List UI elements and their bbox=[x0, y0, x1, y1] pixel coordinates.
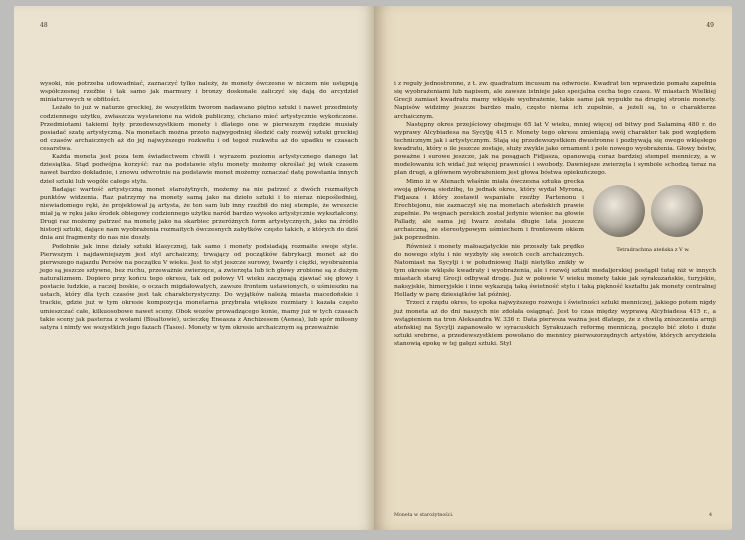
paragraph: wysoki, nie potrzeba udowadniać, zaznaczyć tylko należy, że monety ówczesne w niczem nie ustępują współczesnej rzeźbie i tak samo jak marmury i bronzy doskonale zaliczyć się dają do arcydzieł miniaturowych w obfitości. bbox=[40, 81, 358, 104]
signature-mark: 4 bbox=[708, 513, 712, 518]
paragraph: Również i monety małoazjatyckie nie przeszły tak prędko do nowego stylu i nie wyzbyły się swoich cech archaicznych. Natomiast na Sycylji i w południowej Italji nietylko znikły w tym okresie wklęsłe kwadraty i wyobrażenia, ale i rozwój sztuki medaljerskiej postąpił tutaj niż w innych miastach starej Grecji odbywał drogę. Już w połowie V wieku monety takie jak syrakuzańskie, turyjskie, naksyjskie, himeryjskie i inne wykazują taką świetność stylu i taką piękność kształtu jak monety centralnej Hellady w parę dziesiątków lat później. bbox=[394, 243, 716, 299]
footer-title: Moneta w starożytności. bbox=[394, 513, 454, 518]
paragraph: i z reguły jednostronne, z t. zw. quadratum incusum na odwrocie. Kwadrat ten wprawdzie pomału zapełnia się wyobrażeniami lub napisem, ale zawsze istnieje jako specjalna cecha tego czasu. W miastach Wielkiej Grecji zamiast kwadratu mamy wklęsłe wyobrażenie, takie same jak wypukłe na drugiej stronie monety. Napisów widzimy jeszcze bardzo mało, często niema ich zupełnie, a jeżeli są, to o charakterze archaicznym. bbox=[394, 81, 716, 120]
left-page bbox=[14, 6, 374, 530]
right-page-text bbox=[394, 80, 716, 348]
coin-obverse-image bbox=[593, 185, 645, 237]
coin-figure bbox=[590, 179, 716, 265]
paragraph: Podobnie jak inne działy sztuki klasycznej, tak samo i monety podsiadają rozmaite swoje style. Pierwszym i najdawniejszym jest styl archaiczny, trwający od początków fabrykacji monet aż do pierwszego najazdu Persów na początku V wieku. Jest to styl jeszcze surowy, twardy i ciężki, wyobrażenia jego są jeszcze sztywne, bez ruchu, przeważnie zwierzęce, a zwierzęta lub ich głowy zrobione są z dużym naturalizmem. Dopiero przy końcu tego okresu, tak od połowy VI wieku zaczynają zjawiać się głowy i postacie ludzkie, a raczej boskie, o oczach migdałowatych, zawsze frontem ustawionych, o uśmieszku na ustach, który dla tych czasów jest tak charakterystyczny. Do wyjątków należą miasta macedońskie i trackie, gdzie już w tym okresie kompozycja monetarna przybrała większe rozmiary i kazała często umieszczać całe, kilkuosobowe nawet sceny. Obok wozów prowadzącego konie, mamy już w tych czasach takie sceny jak pasterza z wołami (Bisaltowie), ucieczkę Eneasza z Anchizesem (Aenea), lub spór miłosny satyra i nimfy we wszystkich jego fazach (Tasos). Monety w tym okresie archaicznym są przeważnie bbox=[40, 243, 358, 331]
figure-caption: Tetradrachma ateńska z V w. bbox=[616, 246, 690, 253]
paragraph: Następny okres przejściowy obejmuje 65 lat V wieku, mniej więcej od bitwy pod Salaminą 480 r. do wyprawy Alcybiadesa na Sycylję 415 r. Monety tego okresu zmieniają swój charakter tak pod względem technicznym jak i artystycznym. Stają się przedewszystkiem dwustronne i pozbywają się owego wklęsłego kwadratu, który o ile jeszcze zostaje, służy zwykle jako ornament i pole nowego wyobrażenia. Głowy bóstw, poważne i surowe jeszcze, jak na posągach Fidjasza, opanowują coraz bardziej stempel menniczy, a w modelowaniu ich widać już więcej prawności i swobody. Dawniejsze zwierzęta i symbole schodzą teraz na plan drugi, a głównem wyobrażeniem jest głowa bóstwa opiekuńczego. bbox=[394, 121, 716, 177]
paragraph: Każda moneta jest poza tem świadectwem chwili i wyrazem poziomu artystycznego danego lat dziesiątka. Stąd podwójna korzyść: raz na podstawie stylu monety możemy określać jej wiek czasem nawet bardzo dokładnie, i znowu odwrotnie na podstawie monet możemy oznaczać datę powstania innych dzieł sztuki lub wogóle całego stylu. bbox=[40, 154, 358, 185]
paragraph: Leżało to już w naturze greckiej, że wszystkim tworom nadawano piętno sztuki i nawet przedmioty codziennego użytku, zwłaszcza wystawione na widok publiczny, chciano mieć artystycznie wykończone. Przedmiotami takiemi były przedewszystkiem monety i dlatego one w pierwszym rzędzie musiały posiadać szatę artystyczną. Na monetach można przeto najwygodniej śledzić cały rozwój sztuki greckiej od czasów archaicznych aż do jej najwyższego rozkwitu i od tegoż rozkwitu aż do upadku w czasach cesarstwa. bbox=[40, 105, 358, 152]
paragraph: Mimo iż w Atenach właśnie miała ówczesna sztuka grecka swoją główną siedzibę, to jednak okres, który wydał Myrona, Fidjasza i który zostawił wspaniałe rzeźby Partenonu i Erechtejonu, nie zaznaczył się na monetach ateńskich prawie zupełnie. Po wojnach perskich został jedynie wieniec na głowie Pallady, ale sama jej twarz została długie lata jeszcze archaiczną, ze stereotypowym uśmiechem i frontowem okiem jak poprzednio. bbox=[394, 178, 584, 242]
paragraph: Trzeci z rzędu okres, to epoka najwyższego rozwoju i świetności sztuki menniczej, jakiego potem nigdy już moneta aż do dni naszych nie zdołała osiągnąć. Jest to czas między wyprawą Alcybiadesa 415 r., a wstąpieniem na tron Aleksandra W. 336 r. Data pierwsza ważna jest dlatego, że z chwilą zniszczenia armji ateńskiej na Sycylji zapanowało w syracuskich Syrakuzach reformę menniczą, poczęło bić złoto i duże sztuki srebrne, a przedewszystkiem powołano do mennicy pierwszorzędnych artystów, których arcydzieła stanowią epokę w tej gałęzi sztuki. Styl bbox=[394, 300, 716, 347]
right-page-number: 49 bbox=[706, 22, 714, 29]
open-book bbox=[14, 6, 732, 530]
coin-reverse-image bbox=[651, 185, 703, 237]
left-page-number: 48 bbox=[40, 22, 48, 29]
paragraph: Badając wartość artystyczną monet starożytnych, możemy na nie patrzeć z dwóch rozmaitych punktów widzenia. Raz patrzymy na monety samą jako na dzieło sztuki i to nieraz niepośledniej, niewiadomego ręki, że projektował ją artysta, że ten sam lub inny rzeźbił do niej stemple, że wreszcie miał ją w ręku jako środek obiegowy codziennego użytku naród bardzo wysoko artystycznie wykształcony. Drugi raz możemy patrzeć na monetę jako na skarbiec przeróżnych form artystycznych, jako na źródło historji sztuki, dające nam wyobrażenia rozmaitych ówczesnych zabytków często takich, z których do dziś dnia ani fragmenty do nas nie doszły. bbox=[40, 186, 358, 242]
right-page bbox=[374, 6, 732, 530]
left-page-text bbox=[40, 80, 358, 332]
